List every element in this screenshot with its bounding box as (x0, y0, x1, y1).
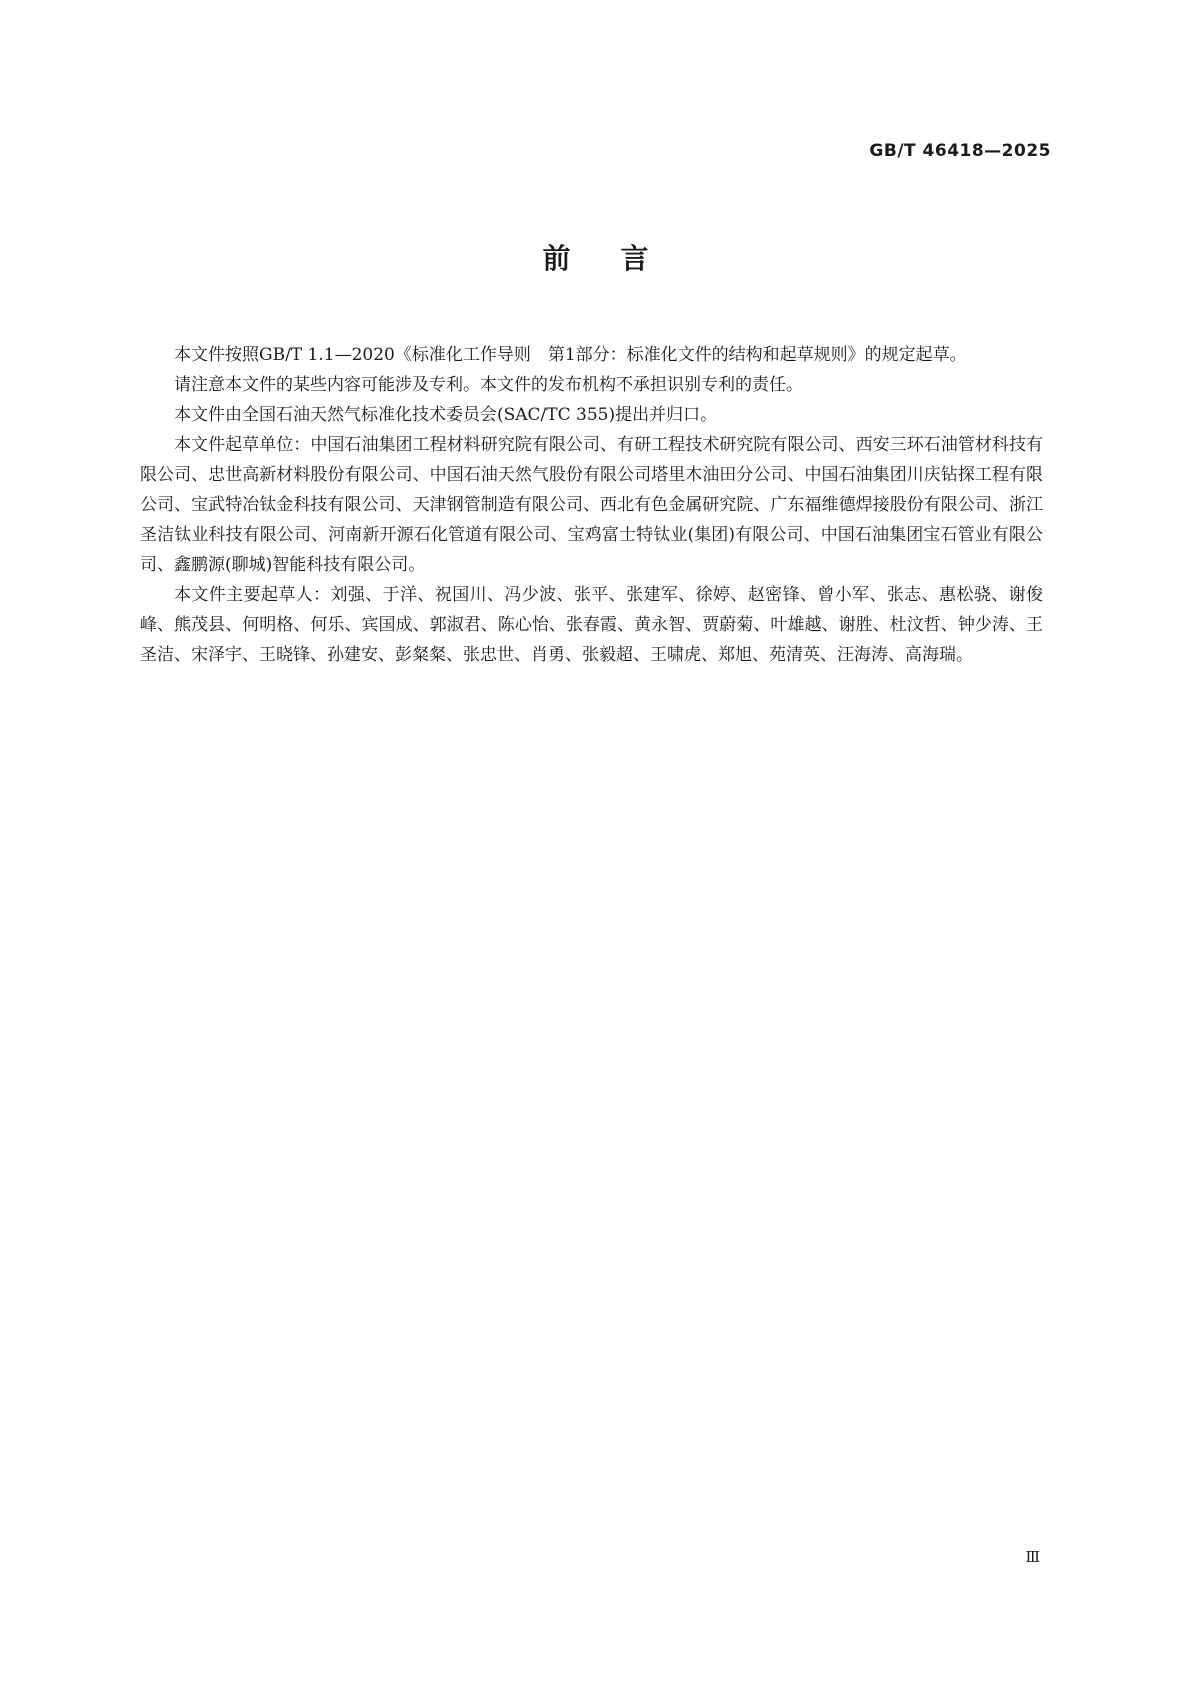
paragraph-drafting-units: 本文件起草单位：中国石油集团工程材料研究院有限公司、有研工程技术研究院有限公司、西安三环石油管材科技有限公司、忠世高新材料股份有限公司、中国石油天然气股份有限公司塔里木油田分公司、中国石油集团川庆钻探工程有限公司、宝武特冶钛金科技有限公司、天津钢管制造有限公司、西北有色金属研究院、广东福维德焊接股份有限公司、浙江圣洁钛业科技有限公司、河南新开源石化管道有限公司、宝鸡富士特钛业(集团)有限公司、中国石油集团宝石管业有限公司、鑫鹏源(聊城)智能科技有限公司。 (140, 435, 1043, 575)
standard-number: GB/T 46418—2025 (869, 141, 1051, 161)
paragraph-drafting-rules: 本文件按照GB/T 1.1—2020《标准化工作导则 第1部分：标准化文件的结构和起草规则》的规定起草。 (174, 345, 967, 365)
paragraph-committee: 本文件由全国石油天然气标准化技术委员会(SAC/TC 355)提出并归口。 (174, 405, 718, 425)
page-title: 前言 (542, 242, 699, 275)
paragraph-drafters: 本文件主要起草人：刘强、于洋、祝国川、冯少波、张平、张建军、徐婷、赵密锋、曾小军、张志、惠松骁、谢俊峰、熊茂县、何明格、何乐、宾国成、郭淑君、陈心怡、张春霞、黄永智、贾蔚菊、叶雄越、谢胜、杜汶哲、钟少涛、王圣洁、宋泽宇、王晓锋、孙建安、彭粲粲、张忠世、肖勇、张毅超、王啸虎、郑旭、苑清英、汪海涛、高海瑞。 (140, 585, 1043, 665)
paragraph-patent-notice: 请注意本文件的某些内容可能涉及专利。本文件的发布机构不承担识别专利的责任。 (174, 375, 803, 395)
page-number: Ⅲ (1025, 1548, 1039, 1566)
preface-body (140, 340, 1043, 670)
